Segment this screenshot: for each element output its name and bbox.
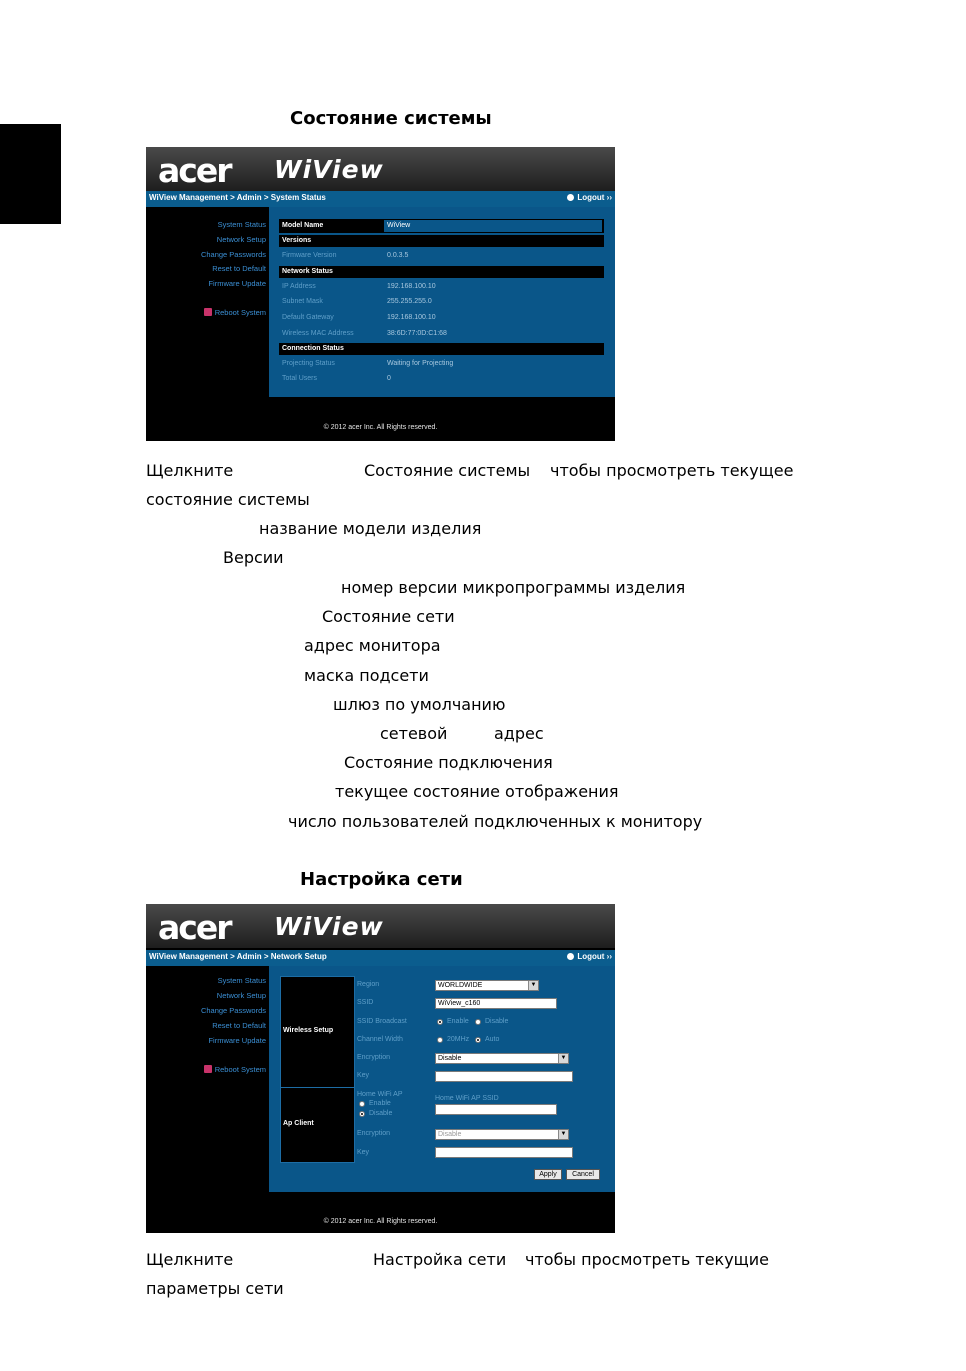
ssid-input[interactable]: WiView_c160 bbox=[435, 998, 557, 1009]
text-versions: Версии bbox=[223, 548, 284, 567]
menu-reboot-system[interactable]: Reboot System bbox=[204, 1065, 266, 1074]
logout-link[interactable]: Logout ›› bbox=[567, 193, 612, 202]
text-network-setup-term: Настройка сети bbox=[373, 1250, 507, 1269]
ap-key-input[interactable] bbox=[435, 1147, 573, 1158]
home-ssid-input[interactable] bbox=[435, 1104, 557, 1115]
nav-bar bbox=[146, 191, 615, 207]
model-name-value: WiView bbox=[387, 222, 411, 229]
text-network-status: Состояние сети bbox=[322, 607, 455, 626]
acer-logo: acer bbox=[158, 151, 231, 190]
status-content bbox=[269, 207, 615, 397]
network-status-header: Network Status bbox=[279, 266, 604, 278]
ap-client-group: Ap Client bbox=[280, 1087, 355, 1163]
key-label: Key bbox=[357, 1072, 370, 1079]
home-ssid-label: Home WiFi AP SSID bbox=[435, 1095, 499, 1102]
width-auto-radio[interactable] bbox=[475, 1037, 481, 1043]
system-status-screenshot bbox=[146, 147, 615, 441]
model-name-row: Model Name WiView bbox=[279, 219, 604, 233]
logout-icon bbox=[567, 194, 574, 201]
width-20mhz-radio[interactable] bbox=[437, 1037, 443, 1043]
banner bbox=[146, 904, 615, 948]
encryption-select[interactable]: Disable ▼ bbox=[435, 1053, 569, 1064]
breadcrumb: WiView Management > Admin > Network Setup bbox=[149, 952, 327, 961]
versions-header: Versions bbox=[279, 235, 604, 247]
ap-encryption-label: Encryption bbox=[357, 1130, 391, 1137]
connection-status-header: Connection Status bbox=[279, 343, 604, 355]
menu-change-passwords[interactable]: Change Passwords bbox=[200, 1006, 266, 1015]
menu-change-passwords[interactable]: Change Passwords bbox=[200, 250, 266, 259]
menu-reboot-system[interactable]: Reboot System bbox=[204, 308, 266, 317]
ssid-label: SSID bbox=[357, 999, 374, 1006]
text-system-state: состояние системы bbox=[146, 490, 310, 509]
home-ap-label: Home WiFi AP bbox=[357, 1091, 403, 1098]
copyright: © 2012 acer Inc. All Rights reserved. bbox=[323, 1218, 438, 1225]
text-system-status-term: Состояние системы bbox=[364, 461, 531, 480]
home-ap-disable-radio[interactable] bbox=[359, 1111, 365, 1117]
mac-value: 38:6D:77:0D:C1:68 bbox=[387, 330, 447, 337]
text-click-2: Щелкните bbox=[146, 1250, 234, 1269]
text-mac-desc-network: сетевой bbox=[380, 724, 448, 743]
sidebar-menu bbox=[146, 966, 269, 1192]
wireless-setup-group: Wireless Setup bbox=[280, 976, 355, 1088]
wiview-logo: WiView bbox=[274, 155, 384, 184]
menu-network-setup[interactable]: Network Setup bbox=[216, 235, 266, 244]
menu-reset-default[interactable]: Reset to Default bbox=[212, 264, 266, 273]
apply-button[interactable]: Apply bbox=[534, 1169, 562, 1180]
menu-system-status[interactable]: System Status bbox=[217, 976, 266, 985]
users-value: 0 bbox=[387, 375, 391, 382]
sidebar-menu bbox=[146, 207, 269, 397]
text-connection-status: Состояние подключения bbox=[344, 753, 553, 772]
text-users-desc: число пользователей подключенных к монитору bbox=[288, 812, 703, 831]
text-gateway-desc: шлюз по умолчанию bbox=[333, 695, 506, 714]
projecting-row: Projecting Status Waiting for Projecting bbox=[282, 360, 454, 367]
firmware-value: 0.0.3.5 bbox=[387, 252, 409, 259]
network-setup-screenshot bbox=[146, 904, 615, 1233]
logout-link[interactable]: Logout ›› bbox=[567, 952, 612, 961]
ip-value: 192.168.100.10 bbox=[387, 283, 436, 290]
breadcrumb: WiView Management > Admin > System Status bbox=[149, 193, 326, 202]
home-ap-enable-radio[interactable] bbox=[359, 1101, 365, 1107]
text-view-current: чтобы просмотреть текущее bbox=[550, 461, 794, 480]
chevron-down-icon: ▼ bbox=[558, 1130, 568, 1139]
reboot-icon bbox=[204, 1065, 212, 1073]
text-projecting-desc: текущее состояние отображения bbox=[335, 782, 619, 801]
text-model-desc: название модели изделия bbox=[259, 519, 482, 538]
reboot-icon bbox=[204, 308, 212, 316]
ap-encryption-select[interactable]: Disable ▼ bbox=[435, 1129, 569, 1140]
projecting-value: Waiting for Projecting bbox=[387, 360, 454, 367]
footer bbox=[146, 1192, 615, 1233]
logout-icon bbox=[567, 953, 574, 960]
text-ip-desc: адрес монитора bbox=[304, 636, 441, 655]
subnet-value: 255.255.255.0 bbox=[387, 298, 432, 305]
text-network-params: параметры сети bbox=[146, 1279, 284, 1298]
acer-logo: acer bbox=[158, 908, 231, 947]
menu-firmware-update[interactable]: Firmware Update bbox=[208, 1036, 266, 1045]
users-row: Total Users 0 bbox=[282, 375, 391, 382]
ap-key-label: Key bbox=[357, 1149, 370, 1156]
text-mac-desc-address: адрес bbox=[494, 724, 544, 743]
menu-network-setup[interactable]: Network Setup bbox=[216, 991, 266, 1000]
gateway-row: Default Gateway 192.168.100.10 bbox=[282, 314, 436, 321]
wiview-logo: WiView bbox=[274, 912, 384, 941]
menu-reset-default[interactable]: Reset to Default bbox=[212, 1021, 266, 1030]
menu-system-status[interactable]: System Status bbox=[217, 220, 266, 229]
nav-bar bbox=[146, 950, 615, 966]
broadcast-enable-radio[interactable] bbox=[437, 1019, 443, 1025]
text-firmware-desc: номер версии микропрограммы изделия bbox=[341, 578, 686, 597]
network-form: Wireless Setup Ap Client Region WORLDWIDE ▼ SSID WiView_c160 SSID Broadcast Enable Disable Channel Width 20MHz Auto Encryption Disable ▼ Key Home WiFi AP Enable Disable Home WiFi AP SSID Encryption Disable ▼ Key Apply Cancel bbox=[269, 966, 615, 1192]
chevron-down-icon: ▼ bbox=[528, 981, 538, 990]
subnet-row: Subnet Mask 255.255.255.0 bbox=[282, 298, 432, 305]
copyright: © 2012 acer Inc. All Rights reserved. bbox=[323, 424, 438, 431]
text-click: Щелкните bbox=[146, 461, 234, 480]
broadcast-disable-radio[interactable] bbox=[475, 1019, 481, 1025]
text-subnet-desc: маска подсети bbox=[304, 666, 429, 685]
ip-row: IP Address 192.168.100.10 bbox=[282, 283, 436, 290]
key-input[interactable] bbox=[435, 1071, 573, 1082]
menu-firmware-update[interactable]: Firmware Update bbox=[208, 279, 266, 288]
gateway-value: 192.168.100.10 bbox=[387, 314, 436, 321]
region-label: Region bbox=[357, 981, 380, 988]
cancel-button[interactable]: Cancel bbox=[566, 1169, 600, 1180]
footer bbox=[146, 397, 615, 441]
text-view-current-2: чтобы просмотреть текущие bbox=[525, 1250, 769, 1269]
section-heading-system-status: Состояние системы bbox=[290, 108, 492, 129]
firmware-row: Firmware Version 0.0.3.5 bbox=[282, 252, 409, 259]
encryption-label: Encryption bbox=[357, 1054, 391, 1061]
mac-row: Wireless MAC Address 38:6D:77:0D:C1:68 bbox=[282, 330, 447, 337]
region-select[interactable]: WORLDWIDE ▼ bbox=[435, 980, 539, 991]
banner bbox=[146, 147, 615, 191]
page-side-tab bbox=[0, 124, 61, 224]
chevron-down-icon: ▼ bbox=[558, 1054, 568, 1063]
ssid-broadcast-label: SSID Broadcast bbox=[357, 1018, 407, 1025]
section-heading-network-setup: Настройка сети bbox=[300, 869, 463, 890]
channel-width-label: Channel Width bbox=[357, 1036, 403, 1043]
